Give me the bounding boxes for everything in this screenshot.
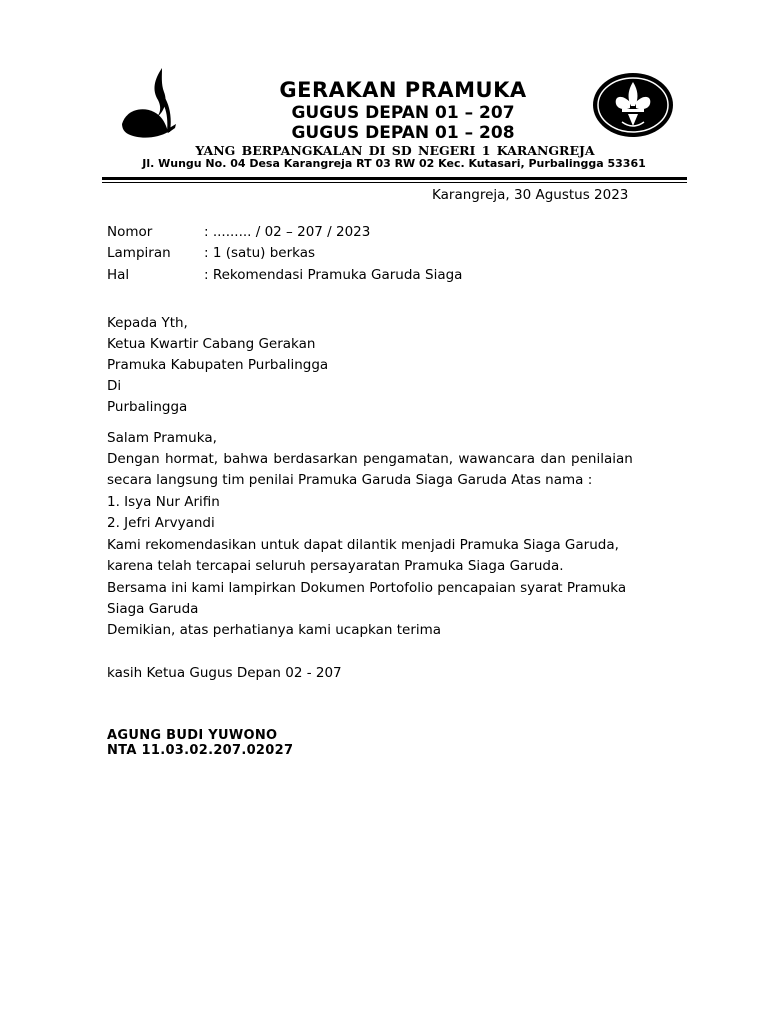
header-divider-thin xyxy=(102,182,687,183)
recipient-line: Kepada Yth, xyxy=(107,315,188,331)
meta-value-lampiran: : 1 (satu) berkas xyxy=(204,245,316,261)
candidate-name: 1. Isya Nur Arifin xyxy=(107,494,220,510)
paragraph-line: karena telah tercapai seluruh persayaratan Pramuka Siaga Garuda. xyxy=(107,558,564,574)
letter-date: Karangreja, 30 Agustus 2023 xyxy=(432,187,629,203)
meta-value-hal: : Rekomendasi Pramuka Garuda Siaga xyxy=(204,267,463,283)
paragraph-line: Demikian, atas perhatianya kami ucapkan terima xyxy=(107,622,442,638)
meta-label-lampiran: Lampiran xyxy=(107,245,171,261)
candidate-name: 2. Jefri Arvyandi xyxy=(107,515,215,531)
signatory-name: AGUNG BUDI YUWONO xyxy=(107,728,278,743)
recipient-line: Ketua Kwartir Cabang Gerakan xyxy=(107,336,316,352)
unit-title-2: GUGUS DEPAN 01 – 208 xyxy=(291,123,515,143)
paragraph-line: secara langsung tim penilai Pramuka Garuda Siaga Garuda Atas nama : xyxy=(107,472,593,488)
recipient-line: Pramuka Kabupaten Purbalingga xyxy=(107,357,329,373)
greeting: Salam Pramuka, xyxy=(107,430,217,446)
signatory-nta: NTA 11.03.02.207.02027 xyxy=(107,743,294,758)
address: Jl. Wungu No. 04 Desa Karangreja RT 03 RW 02 Kec. Kutasari, Purbalingga 53361 xyxy=(142,157,646,170)
org-title: GERAKAN PRAMUKA xyxy=(279,78,527,102)
unit-title-1: GUGUS DEPAN 01 – 207 xyxy=(291,103,515,123)
paragraph-line: Siaga Garuda xyxy=(107,601,199,617)
paragraph-line: Dengan hormat, bahwa berdasarkan pengamatan, wawancara dan penilaian xyxy=(107,451,633,467)
paragraph-line: Bersama ini kami lampirkan Dokumen Portofolio pencapaian syarat Pramuka xyxy=(107,580,627,596)
meta-label-hal: Hal xyxy=(107,267,130,283)
school-base: YANG BERPANGKALAN DI SD NEGERI 1 KARANGREJA xyxy=(195,143,595,158)
closing-line: kasih Ketua Gugus Depan 02 - 207 xyxy=(107,665,342,681)
paragraph-line: Kami rekomendasikan untuk dapat dilantik menjadi Pramuka Siaga Garuda, xyxy=(107,537,619,553)
meta-label-nomor: Nomor xyxy=(107,224,153,240)
meta-value-nomor: : ......... / 02 – 207 / 2023 xyxy=(204,224,371,240)
recipient-line: Purbalingga xyxy=(107,399,188,415)
recipient-line: Di xyxy=(107,378,122,394)
header-divider-thick xyxy=(102,177,687,180)
